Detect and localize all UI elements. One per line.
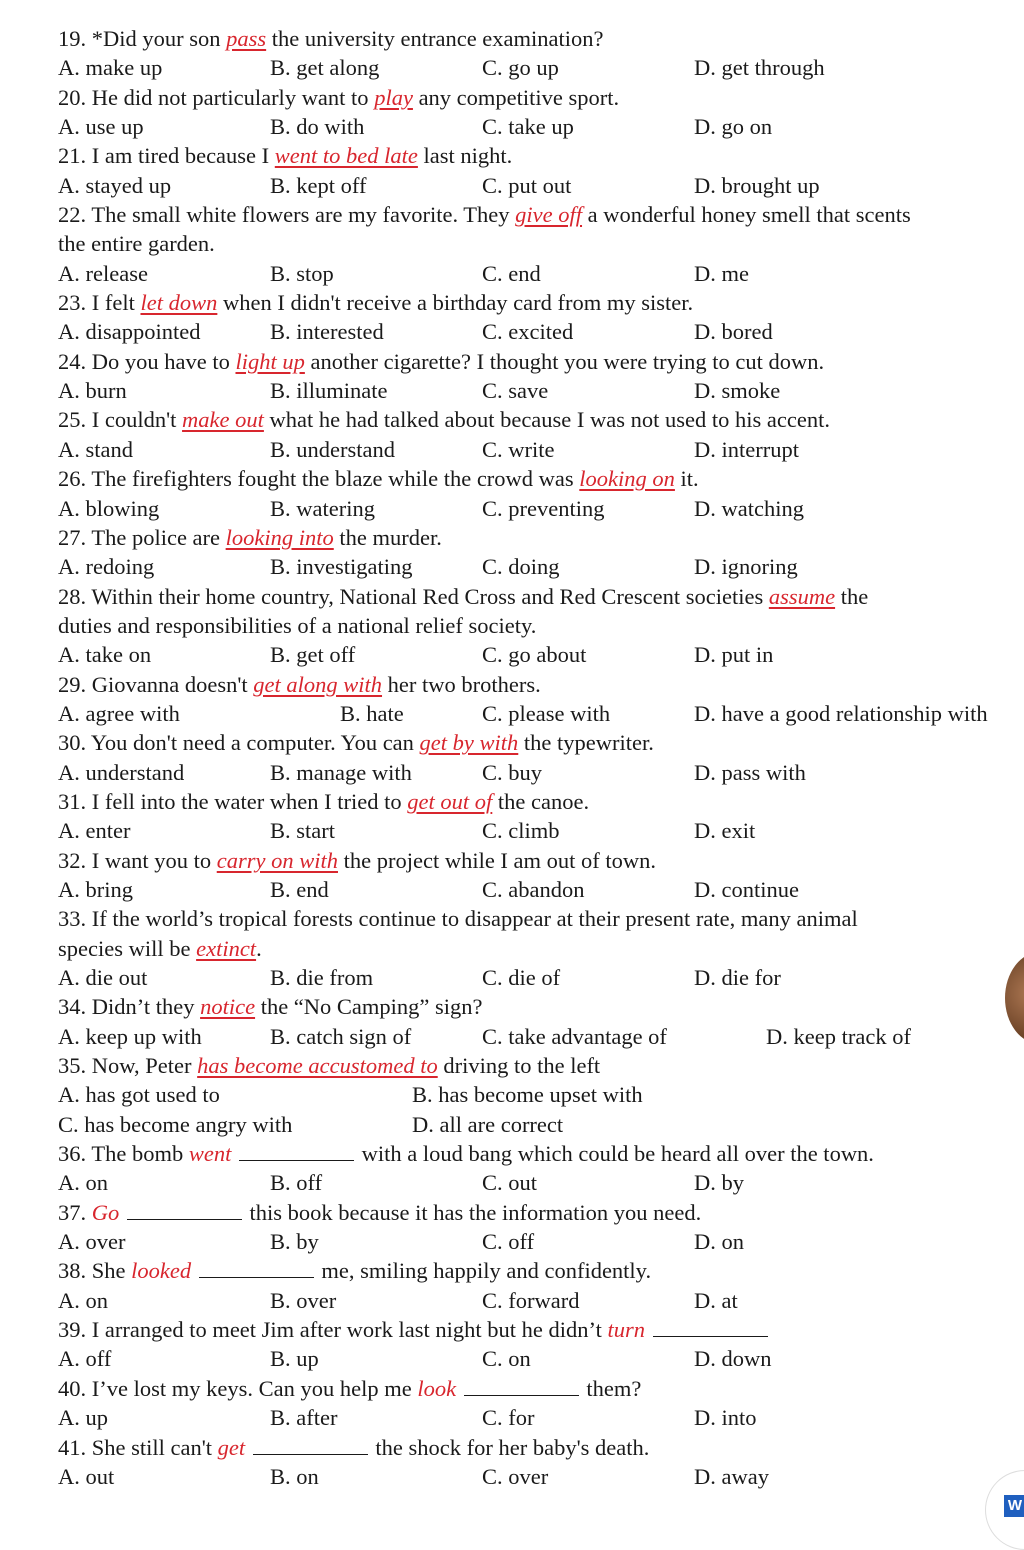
question-text: them? bbox=[580, 1375, 642, 1401]
answer-option[interactable]: A. burn bbox=[58, 378, 127, 404]
answer-option[interactable]: B. watering bbox=[270, 495, 375, 521]
verb-cue: went bbox=[188, 1141, 232, 1167]
question-stem-continued bbox=[58, 611, 1024, 640]
answer-option[interactable]: A. out bbox=[58, 1463, 115, 1489]
answer-option[interactable]: C. write bbox=[482, 436, 555, 462]
highlighted-phrase: notice bbox=[200, 994, 256, 1020]
question-stem-continued bbox=[58, 934, 1024, 963]
question-text: She bbox=[91, 1258, 132, 1284]
answer-blank[interactable] bbox=[127, 1201, 242, 1220]
question-text: Do you have to bbox=[91, 348, 236, 374]
answer-option[interactable]: D. bored bbox=[694, 319, 773, 345]
answer-option[interactable]: B. kept off bbox=[270, 172, 367, 198]
question-text: I arranged to meet Jim after work last night but he didn’t bbox=[91, 1317, 608, 1343]
question-stem bbox=[58, 1374, 1024, 1403]
answer-option[interactable]: B. start bbox=[270, 818, 335, 844]
question-number: 36. bbox=[58, 1141, 87, 1167]
answer-option[interactable]: D. me bbox=[694, 260, 749, 286]
question-text: another cigarette? I thought you were trying to cut down. bbox=[304, 348, 825, 374]
question-text: the entire garden. bbox=[58, 231, 215, 257]
answer-option[interactable]: B. catch sign of bbox=[270, 1023, 412, 1049]
highlighted-phrase: looking into bbox=[225, 524, 334, 550]
answer-option[interactable]: C. go up bbox=[482, 55, 559, 81]
options-row bbox=[58, 112, 1024, 141]
answer-option[interactable]: A. keep up with bbox=[58, 1023, 202, 1049]
question-number: 38. bbox=[58, 1258, 87, 1284]
verb-cue: look bbox=[417, 1375, 457, 1401]
question-text: She still can't bbox=[91, 1434, 218, 1460]
question-number: 27. bbox=[58, 524, 87, 550]
options-row bbox=[58, 494, 1024, 523]
options-row bbox=[58, 963, 1024, 992]
answer-option[interactable]: D. brought up bbox=[694, 172, 820, 198]
answer-option[interactable]: A. take on bbox=[58, 642, 152, 668]
highlighted-phrase: play bbox=[374, 84, 413, 110]
answer-option[interactable]: A. up bbox=[58, 1405, 108, 1431]
answer-option[interactable]: D. by bbox=[694, 1170, 744, 1196]
answer-option[interactable]: A. use up bbox=[58, 114, 144, 140]
question-stem bbox=[58, 1139, 1024, 1168]
answer-option[interactable]: C. doing bbox=[482, 554, 560, 580]
question-text: The small white flowers are my favorite. They bbox=[91, 202, 516, 228]
answer-option[interactable]: B. die from bbox=[270, 965, 374, 990]
question-text: the bbox=[835, 583, 869, 609]
question-text: me, smiling happily and confidently. bbox=[315, 1258, 652, 1284]
question-text: I felt bbox=[91, 290, 141, 316]
question-text: If the world’s tropical forests continue to disappear at their present rate, many animal bbox=[91, 906, 858, 932]
answer-option[interactable]: A. stayed up bbox=[58, 172, 172, 198]
answer-option[interactable]: C. please with bbox=[482, 700, 611, 726]
question-stem bbox=[58, 405, 1024, 434]
question-text: He did not particularly want to bbox=[91, 84, 375, 110]
answer-option[interactable]: C. go about bbox=[482, 642, 587, 668]
question-text: The police are bbox=[91, 524, 226, 550]
highlighted-phrase: let down bbox=[140, 290, 218, 316]
answer-option[interactable]: C. preventing bbox=[482, 495, 605, 521]
question-text: the “No Camping” sign? bbox=[255, 994, 483, 1020]
question-stem bbox=[58, 200, 1024, 229]
highlighted-phrase: light up bbox=[235, 348, 305, 374]
highlighted-phrase: went to bed late bbox=[274, 143, 418, 169]
options-row bbox=[58, 376, 1024, 405]
question-text: . bbox=[256, 935, 262, 961]
answer-option[interactable]: D. keep track of bbox=[766, 1023, 911, 1049]
question-text: Didn’t they bbox=[91, 994, 201, 1020]
question-number: 21. bbox=[58, 143, 87, 169]
options-row bbox=[58, 259, 1024, 288]
question-text: the shock for her baby's death. bbox=[369, 1434, 650, 1460]
question-stem bbox=[58, 288, 1024, 317]
question-text: I want you to bbox=[91, 847, 217, 873]
question-number: 39. bbox=[58, 1317, 87, 1343]
question-number: 37. bbox=[58, 1199, 87, 1225]
options-row bbox=[58, 435, 1024, 464]
answer-option[interactable]: A. off bbox=[58, 1346, 112, 1372]
question-text bbox=[119, 1200, 125, 1225]
answer-option[interactable]: D. at bbox=[694, 1287, 738, 1313]
question-text: when I didn't receive a birthday card from my sister. bbox=[217, 290, 694, 316]
answer-option[interactable]: A. on bbox=[58, 1170, 108, 1196]
question-text: driving to the left bbox=[437, 1053, 601, 1079]
options-row bbox=[58, 1286, 1024, 1315]
highlighted-phrase: get out of bbox=[407, 788, 493, 814]
question-text: her two brothers. bbox=[382, 671, 541, 697]
options-row bbox=[58, 1110, 1024, 1139]
question-text: species will be bbox=[58, 935, 197, 961]
options-row bbox=[58, 1344, 1024, 1373]
highlighted-phrase: has become accustomed to bbox=[197, 1053, 438, 1079]
question-stem bbox=[58, 1315, 1024, 1344]
answer-option[interactable]: A. over bbox=[58, 1229, 126, 1255]
question-text: the murder. bbox=[333, 524, 442, 550]
answer-option[interactable]: B. illuminate bbox=[270, 378, 388, 404]
question-number: 35. bbox=[58, 1053, 87, 1079]
question-number: 30. bbox=[58, 730, 87, 756]
question-stem bbox=[58, 1433, 1024, 1462]
highlighted-phrase: give off bbox=[515, 202, 583, 228]
answer-option[interactable]: C. save bbox=[482, 378, 549, 404]
answer-option[interactable]: D. into bbox=[694, 1405, 757, 1431]
answer-option[interactable]: D. get through bbox=[694, 55, 825, 81]
answer-option[interactable]: B. on bbox=[270, 1463, 319, 1489]
options-row bbox=[58, 1080, 1024, 1109]
question-text bbox=[456, 1376, 462, 1401]
answer-option[interactable]: B. off bbox=[270, 1170, 323, 1196]
highlighted-phrase: make out bbox=[182, 407, 264, 433]
answer-option[interactable]: D. all are correct bbox=[412, 1111, 564, 1137]
question-text: last night. bbox=[417, 143, 513, 169]
question-text: the university entrance examination? bbox=[266, 26, 604, 51]
answer-option[interactable]: D. away bbox=[694, 1463, 769, 1489]
verb-cue: Go bbox=[91, 1199, 120, 1225]
question-number: 26. bbox=[58, 466, 87, 492]
options-row bbox=[58, 53, 1024, 82]
answer-option[interactable]: B. get off bbox=[270, 642, 356, 668]
answer-option[interactable]: C. off bbox=[482, 1229, 535, 1255]
answer-option[interactable]: C. on bbox=[482, 1346, 531, 1372]
answer-blank[interactable] bbox=[239, 1142, 354, 1161]
question-stem bbox=[58, 670, 1024, 699]
question-text: duties and responsibilities of a national relief society. bbox=[58, 612, 537, 638]
answer-option[interactable]: C. climb bbox=[482, 818, 560, 844]
question-number: 33. bbox=[58, 906, 87, 932]
question-text: this book because it has the information you need. bbox=[243, 1199, 702, 1225]
quiz-page bbox=[58, 24, 1024, 1491]
answer-option[interactable]: D. go on bbox=[694, 114, 773, 140]
answer-option[interactable]: D. interrupt bbox=[694, 436, 799, 462]
answer-option[interactable]: B. over bbox=[270, 1287, 337, 1313]
answer-option[interactable]: C. over bbox=[482, 1463, 549, 1489]
answer-option[interactable]: D. exit bbox=[694, 818, 756, 844]
question-stem bbox=[58, 1051, 1024, 1080]
answer-blank[interactable] bbox=[653, 1318, 768, 1337]
answer-option[interactable]: C. for bbox=[482, 1405, 535, 1431]
question-text: The bomb bbox=[91, 1141, 189, 1167]
options-row bbox=[58, 1227, 1024, 1256]
question-number: 29. bbox=[58, 671, 87, 697]
question-text bbox=[245, 1435, 251, 1460]
answer-option[interactable]: A. redoing bbox=[58, 554, 155, 580]
question-number: 31. bbox=[58, 788, 87, 814]
answer-option[interactable]: A. release bbox=[58, 260, 148, 286]
question-number: 34. bbox=[58, 994, 87, 1020]
answer-option[interactable]: D. have a good relationship with bbox=[694, 700, 988, 726]
answer-option[interactable]: C. out bbox=[482, 1170, 538, 1196]
options-row bbox=[58, 1403, 1024, 1432]
answer-option[interactable]: D. pass with bbox=[694, 759, 806, 785]
answer-option[interactable]: B. manage with bbox=[270, 759, 412, 785]
options-row bbox=[58, 1462, 1024, 1491]
answer-option[interactable]: D. put in bbox=[694, 642, 774, 668]
answer-option[interactable]: D. watching bbox=[694, 495, 804, 521]
question-number: 41. bbox=[58, 1434, 87, 1460]
answer-option[interactable]: A. stand bbox=[58, 436, 133, 462]
answer-option[interactable]: C. abandon bbox=[482, 876, 585, 902]
question-stem bbox=[58, 523, 1024, 552]
answer-option[interactable]: B. by bbox=[270, 1229, 319, 1255]
question-text: I’ve lost my keys. Can you help me bbox=[91, 1375, 418, 1401]
answer-option[interactable]: B. get along bbox=[270, 55, 380, 81]
question-text: You don't need a computer. You can bbox=[90, 730, 420, 756]
options-row bbox=[58, 171, 1024, 200]
question-text: any competitive sport. bbox=[412, 84, 620, 110]
answer-option[interactable]: B. has become upset with bbox=[412, 1082, 643, 1108]
options-row bbox=[58, 875, 1024, 904]
question-stem bbox=[58, 846, 1024, 875]
answer-option[interactable]: A. make up bbox=[58, 55, 163, 81]
question-text: The firefighters fought the blaze while the crowd was bbox=[91, 466, 580, 492]
question-text bbox=[645, 1317, 651, 1342]
answer-option[interactable]: C. forward bbox=[482, 1287, 580, 1313]
answer-option[interactable]: D. down bbox=[694, 1346, 772, 1372]
verb-cue: turn bbox=[607, 1317, 645, 1343]
answer-blank[interactable] bbox=[199, 1259, 314, 1278]
highlighted-phrase: assume bbox=[768, 583, 836, 609]
verb-cue: get bbox=[217, 1434, 246, 1460]
question-stem bbox=[58, 83, 1024, 112]
question-number: 24. bbox=[58, 348, 87, 374]
question-text: it. bbox=[674, 466, 699, 492]
app-badge-icon[interactable]: W bbox=[1004, 1495, 1024, 1517]
answer-option[interactable]: D. ignoring bbox=[694, 554, 798, 580]
question-text: a wonderful honey smell that scents bbox=[582, 202, 911, 228]
answer-option[interactable]: A. enter bbox=[58, 818, 131, 844]
answer-option[interactable]: A. die out bbox=[58, 965, 148, 990]
answer-option[interactable]: B. end bbox=[270, 876, 329, 902]
answer-option[interactable]: D. on bbox=[694, 1229, 744, 1255]
answer-option[interactable]: A. blowing bbox=[58, 495, 160, 521]
question-number: 23. bbox=[58, 290, 87, 316]
question-stem bbox=[58, 728, 1024, 757]
question-text: I am tired because I bbox=[91, 143, 275, 169]
options-row bbox=[58, 758, 1024, 787]
question-stem bbox=[58, 787, 1024, 816]
answer-option[interactable]: B. up bbox=[270, 1346, 319, 1372]
options-row bbox=[58, 816, 1024, 845]
question-stem bbox=[58, 24, 1024, 53]
question-stem bbox=[58, 582, 1024, 611]
answer-blank[interactable] bbox=[253, 1436, 368, 1455]
highlighted-phrase: pass bbox=[226, 26, 267, 51]
answer-option[interactable]: A. bring bbox=[58, 876, 133, 902]
question-stem bbox=[58, 1256, 1024, 1285]
question-text: Within their home country, National Red Cross and Red Crescent societies bbox=[91, 583, 769, 609]
question-number: 40. bbox=[58, 1375, 87, 1401]
question-text: I couldn't bbox=[91, 407, 183, 433]
answer-option[interactable]: B. hate bbox=[340, 700, 404, 726]
answer-option[interactable]: A. has got used to bbox=[58, 1082, 220, 1108]
question-number: 25. bbox=[58, 407, 87, 433]
highlighted-phrase: extinct bbox=[196, 935, 257, 961]
options-row bbox=[58, 640, 1024, 669]
answer-option[interactable]: C. excited bbox=[482, 319, 574, 345]
question-number: 20. bbox=[58, 84, 87, 110]
answer-option[interactable]: B. investigating bbox=[270, 554, 413, 580]
answer-option[interactable]: C. die of bbox=[482, 965, 561, 990]
answer-option[interactable]: A. agree with bbox=[58, 700, 180, 726]
question-text bbox=[231, 1141, 237, 1166]
question-number: 32. bbox=[58, 847, 87, 873]
question-number: 22. bbox=[58, 202, 87, 228]
highlighted-phrase: looking on bbox=[579, 466, 675, 492]
answer-option[interactable]: A. on bbox=[58, 1287, 108, 1313]
question-stem bbox=[58, 904, 1024, 933]
options-row bbox=[58, 1168, 1024, 1197]
answer-option[interactable]: B. understand bbox=[270, 436, 395, 462]
answer-option[interactable]: C. take advantage of bbox=[482, 1023, 667, 1049]
answer-option[interactable]: C. has become angry with bbox=[58, 1111, 293, 1137]
question-text: with a loud bang which could be heard all over the town. bbox=[355, 1141, 874, 1167]
answer-option[interactable]: B. interested bbox=[270, 319, 384, 345]
answer-option[interactable]: D. die for bbox=[694, 965, 781, 990]
question-number: 28. bbox=[58, 583, 87, 609]
answer-option[interactable]: C. end bbox=[482, 260, 541, 286]
question-text: Giovanna doesn't bbox=[91, 671, 254, 697]
options-row bbox=[58, 699, 1024, 728]
highlighted-phrase: get along with bbox=[253, 671, 383, 697]
answer-blank[interactable] bbox=[464, 1377, 579, 1396]
answer-option[interactable]: B. after bbox=[270, 1405, 338, 1431]
answer-option[interactable]: A. understand bbox=[58, 759, 185, 785]
question-text: the typewriter. bbox=[518, 730, 654, 756]
answer-option[interactable]: C. buy bbox=[482, 759, 543, 785]
answer-option[interactable]: D. continue bbox=[694, 876, 799, 902]
highlighted-phrase: carry on with bbox=[216, 847, 338, 873]
question-stem bbox=[58, 347, 1024, 376]
answer-option[interactable]: B. stop bbox=[270, 260, 334, 286]
question-text: what he had talked about because I was not used to his accent. bbox=[263, 407, 830, 433]
answer-option[interactable]: C. put out bbox=[482, 172, 572, 198]
question-number: 19. bbox=[58, 26, 87, 51]
verb-cue: looked bbox=[131, 1258, 192, 1284]
answer-option[interactable]: A. disappointed bbox=[58, 319, 201, 345]
question-stem-continued bbox=[58, 229, 1024, 258]
options-row bbox=[58, 1022, 1024, 1051]
highlighted-phrase: get by with bbox=[419, 730, 519, 756]
question-stem bbox=[58, 1198, 1024, 1227]
question-stem bbox=[58, 464, 1024, 493]
question-stem bbox=[58, 141, 1024, 170]
answer-option[interactable]: C. take up bbox=[482, 114, 574, 140]
question-text: I fell into the water when I tried to bbox=[91, 788, 408, 814]
options-row bbox=[58, 317, 1024, 346]
answer-option[interactable]: D. smoke bbox=[694, 378, 781, 404]
question-text: the canoe. bbox=[492, 788, 590, 814]
question-text: *Did your son bbox=[91, 26, 227, 51]
question-text bbox=[191, 1258, 197, 1283]
question-stem bbox=[58, 992, 1024, 1021]
question-text: Now, Peter bbox=[91, 1053, 198, 1079]
options-row bbox=[58, 552, 1024, 581]
question-text: the project while I am out of town. bbox=[337, 847, 657, 873]
answer-option[interactable]: B. do with bbox=[270, 114, 365, 140]
